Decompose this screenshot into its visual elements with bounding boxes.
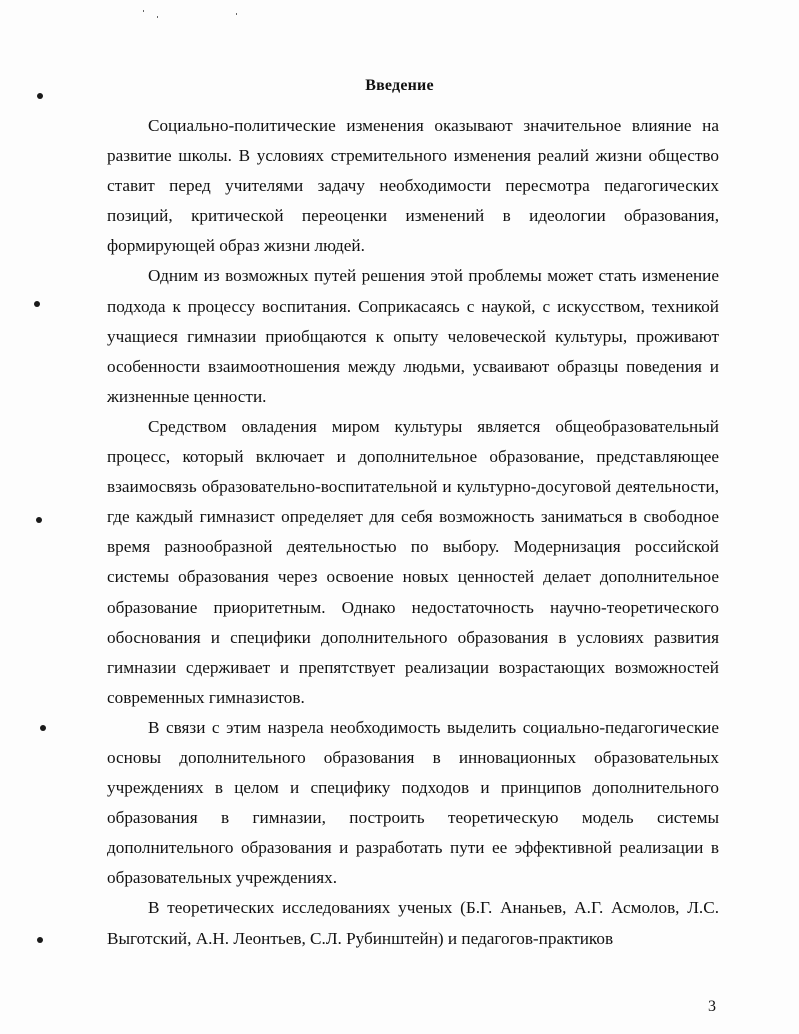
paragraph: В теоретических исследованиях ученых (Б.Г. Ананьев, А.Г. Асмолов, Л.С. Выготский, А.Н. Леонтьев, С.Л. Рубинштейн) и педагогов-практиков (107, 898, 719, 948)
binder-hole-mark (36, 517, 42, 523)
scan-speck (236, 13, 237, 15)
binder-hole-mark (40, 725, 46, 731)
paragraph: Социально-политические изменения оказывают значительное влияние на развитие школы. В условиях стремительного изменения реалий жизни общество ставит перед учителями задачу необходимости пересмотра педагогических позиций, критической переоценки изменений в идеологии образования, формирующей образ жизни людей. (107, 116, 719, 256)
paragraph: Средством овладения миром культуры является общеобразовательный процесс, который включает и дополнительное образование, представляющее взаимосвязь образовательно-воспитательной и культурно-досуговой деятельности, где каждый гимназист определяет для себя возможность заниматься в свободное время разнообразной деятельностью по выбору. Модернизация российской системы образования через освоение новых ценностей делает дополнительное образование приоритетным. Однако недостаточность научно-теоретического обоснования и специфики дополнительного образования в условиях развития гимназии сдерживает и препятствует реализации возрастающих возможностей современных гимназистов. (107, 416, 719, 707)
body-text (107, 111, 719, 954)
section-heading: Введение (365, 77, 434, 94)
paragraph: Одним из возможных путей решения этой проблемы может стать изменение подхода к процессу воспитания. Соприкасаясь с наукой, с искусством, техникой учащиеся гимназии приобщаются к опыту человеческой культуры, проживают особенности взаимоотношения между людьми, усваивают образцы поведения и жизненные ценности. (107, 266, 719, 406)
page-number: 3 (708, 998, 716, 1015)
binder-hole-mark (34, 301, 40, 307)
scan-speck (143, 10, 144, 12)
binder-hole-mark (37, 937, 43, 943)
paragraph: В связи с этим назрела необходимость выделить социально-педагогические основы дополнительного образования в инновационных образовательных учреждениях в целом и специфику подходов и принципов дополнительного образования в гимназии, построить теоретическую модель системы дополнительного образования и разработать пути ее эффективной реализации в образовательных учреждениях. (107, 717, 719, 888)
scan-speck (157, 16, 158, 18)
